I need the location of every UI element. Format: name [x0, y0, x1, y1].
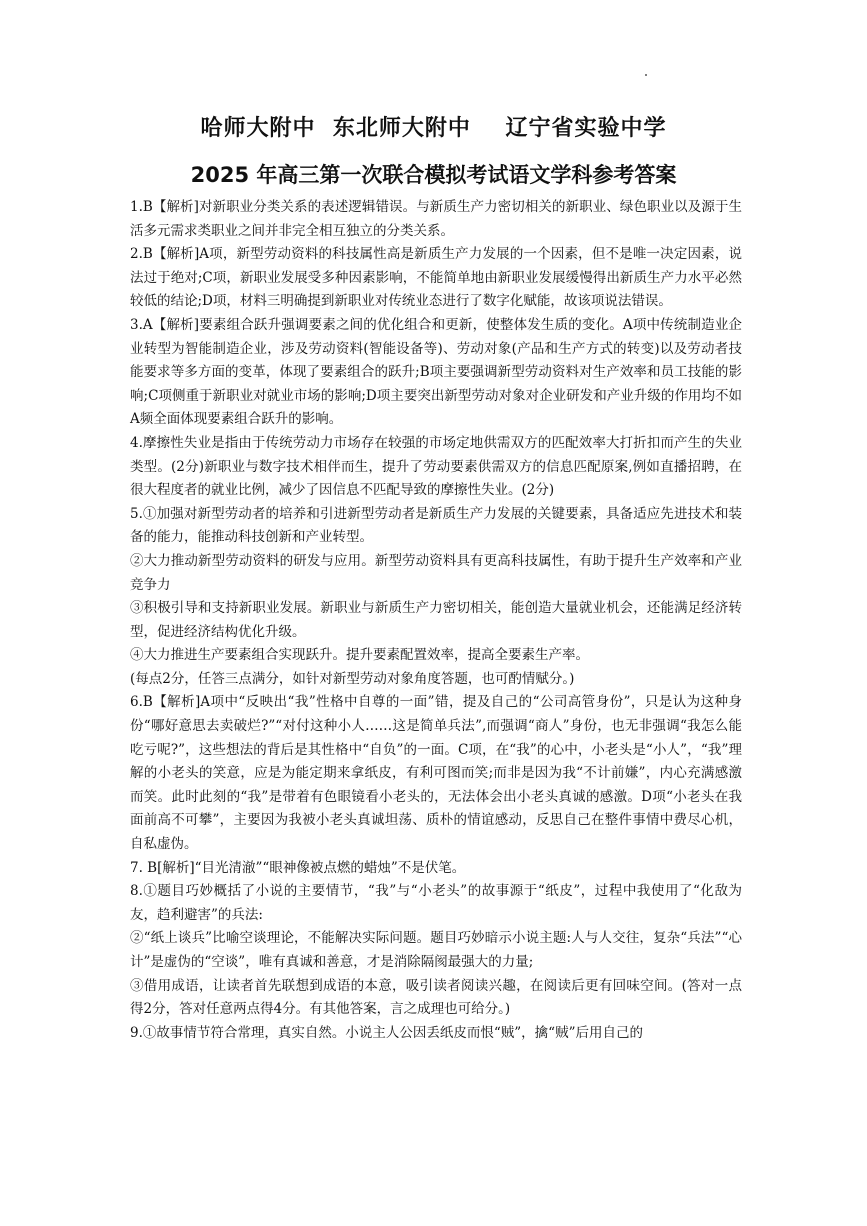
answer-4: 4.摩擦性失业是指由于传统劳动力市场存在较强的市场定地供需双方的匹配效率大打折扣而产生的失业类型。(2分)新职业与数字技术相伴而生，提升了劳动要素供需双方的信息匹配原案,例如直播招聘，在很大程度者的就业比例，减少了因信息不匹配导致的摩擦性失业。(2分)	[130, 434, 742, 499]
answer-6: 6.B【解析]A项中“反映出“我”性格中自尊的一面”错，提及自己的“公司高管身份”，只是认为这种身份“哪好意思去卖破烂?”“对付这种小人……这是简单兵法”,而强调“商人”身份，也无非强调“我怎么能吃亏呢?”，这些想法的背后是其性格中“自负”的一面。C项，在“我”的心中，小老头是“小人”，“我”理解的小老头的笑意，应是为能定期来拿纸皮，有利可图而笑;而非是因为我“不计前嫌”，内心充满感激而笑。此时此刻的“我”是带着有色眼镜看小老头的，无法体会出小老头真诚的感激。D项“小老头在我面前高不可攀”，主要因为我被小老头真诚坦荡、质朴的情谊感动，反思自己在整件事情中费尽心机，自私虚伪。	[130, 694, 742, 853]
answer-5-point-3: ③积极引导和支持新职业发展。新职业与新质生产力密切相关，能创造大量就业机会，还能满足经济转型，促进经济结构优化升级。	[130, 600, 742, 640]
answer-7: 7. B[解析]“目光清澈”“眼神像被点燃的蜡烛”不是伏笔。	[130, 859, 466, 876]
answer-8-point-1: 8.①题目巧妙概括了小说的主要情节，“我”与“小老头”的故事源于“纸皮”，过程中我使用了“化敌为友，趋利避害”的兵法:	[130, 883, 742, 923]
document-title: 2025 年高三第一次联合模拟考试语文学科参考答案	[190, 163, 677, 187]
answer-2: 2.B【解析]A项，新型劳动资料的科技属性高是新质生产力发展的一个因素，但不是唯一决定因素，说法过于绝对;C项，新职业发展受多种因素影响，不能简单地由新职业发展缓慢得出新质生产力水平必然较低的结论;D项，材料三明确提到新职业对传统业态进行了数字化赋能，故该项说法错误。	[130, 246, 742, 310]
document-header	[0, 112, 867, 192]
answer-5-point-4: ④大力推进生产要素组合实现跃升。提升要素配置效率，提高全要素生产率。	[130, 647, 589, 664]
school-names: 哈师大附中 东北师大附中 辽宁省实验中学	[200, 116, 667, 141]
answer-1: 1.B【解析]对新职业分类关系的表述逻辑错误。与新质生产力密切相关的新职业、绿色职业以及源于生活多元需求类职业之间并非完全相互独立的分类关系。	[130, 199, 742, 239]
answer-8-point-2: ②“纸上谈兵”比喻空谈理论，不能解决实际问题。题目巧妙暗示小说主题:人与人交往，复杂“兵法”“心计”是虚伪的“空谈”，唯有真诚和善意，才是消除隔阂最强大的力量;	[130, 930, 742, 970]
answer-body	[130, 196, 742, 1045]
answer-3: 3.A【解析]要素组合跃升强调要素之间的优化组合和更新，使整体发生质的变化。A项中传统制造业企业转型为智能制造企业，涉及劳动资料(智能设备等)、劳动对象(产品和生产方式的转变)以及劳动者技能要求等多方面的变革，体现了要素组合的跃升;B项主要强调新型劳动资料对生产效率和员工技能的影响;C项侧重于新职业对就业市场的影响;D项主要突出新型劳动对象对企业研发和产业升级的作用均不如A频全面体现要素组合跃升的影响。	[130, 316, 742, 428]
answer-5-point-1: 5.①加强对新型劳动者的培养和引进新型劳动者是新质生产力发展的关键要素，具备适应先进技术和装备的能力，能推动科技创新和产业转型。	[130, 505, 742, 546]
answer-5-scoring-note: (每点2分，任答三点满分，如针对新型劳动对象角度答题，也可酌情赋分。)	[130, 670, 575, 687]
answer-9: 9.①故事情节符合常理，真实自然。小说主人公因丢纸皮而恨“贼”，擒“贼”后用自己的	[130, 1024, 643, 1041]
answer-8-point-3: ③借用成语，让读者首先联想到成语的本意，吸引读者阅读兴趣，在阅读后更有回味空间。(答对一点得2分，答对任意两点得4分。有其他答案，言之成理也可给分。)	[130, 977, 742, 1018]
scan-dot	[645, 74, 647, 76]
answer-5-point-2: ②大力推动新型劳动资料的研发与应用。新型劳动资料具有更高科技属性，有助于提升生产效率和产业竞争力	[130, 552, 742, 593]
